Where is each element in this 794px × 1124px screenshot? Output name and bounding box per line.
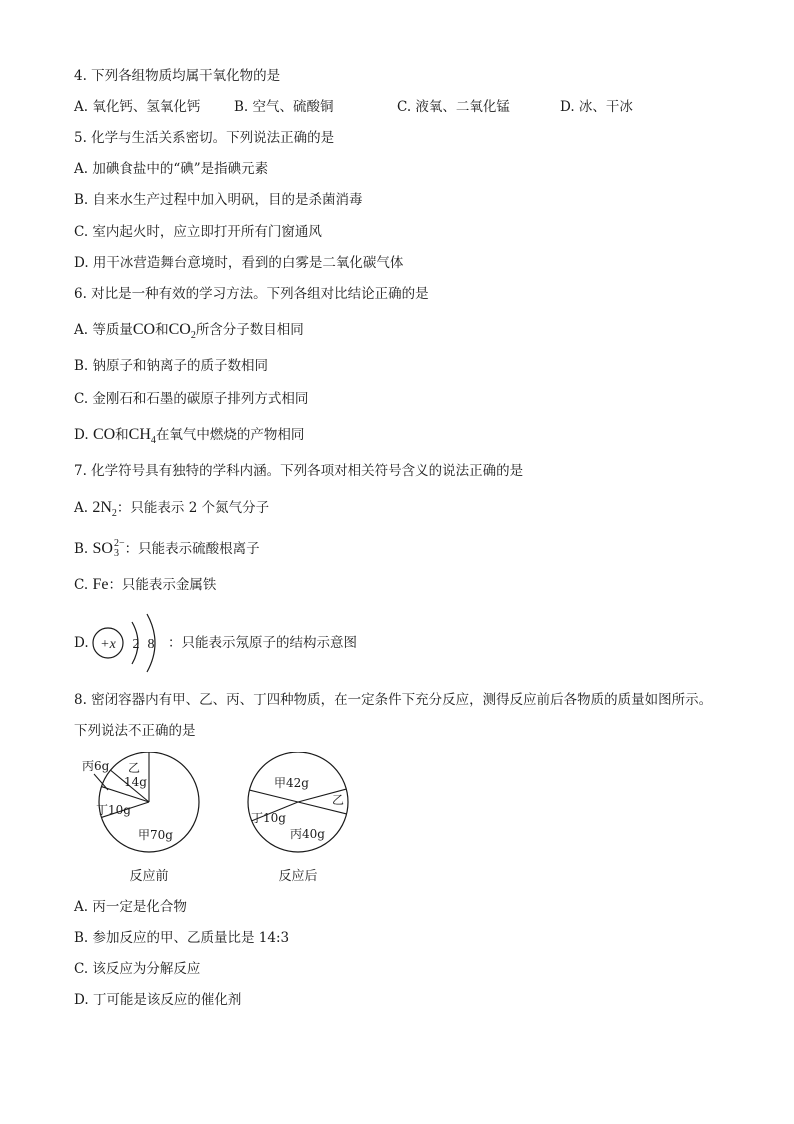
ch4-formula: $CH_4$ [128, 426, 156, 447]
q4-option-a: A. 氧化钙、氢氧化钙 [74, 99, 201, 115]
q8-option-c: C. 该反应为分解反应 [74, 961, 201, 977]
q6-option-a [74, 320, 304, 340]
so4-formula: SO 2− 3 [92, 538, 125, 560]
pie-before-label-bing: 丙6g [82, 759, 110, 773]
q4-option-b: B. 空气、硫酸铜 [234, 99, 334, 115]
co2-formula: $CO_2$ [168, 321, 196, 342]
pie-before-label-ding: 丁10g [96, 803, 131, 817]
q5-stem: 5. 化学与生活关系密切。下列说法正确的是 [74, 130, 335, 146]
q7-option-d-text: ：只能表示氖原子的结构示意图 [168, 635, 357, 651]
fe-formula: Fe [92, 576, 109, 593]
q6-d-prefix: D. [74, 427, 89, 443]
q4-option-d: D. 冰、干冰 [560, 99, 633, 115]
shell-2-electrons: 8 [147, 637, 155, 652]
q6-option-c: C. 金刚石和石墨的碳原子排列方式相同 [74, 391, 309, 407]
nucleus-charge: +x [100, 637, 116, 652]
q4-stem: 4. 下列各组物质均属干氧化物的是 [74, 68, 281, 84]
q8-stem-line2: 下列说法不正确的是 [74, 723, 196, 739]
q4-option-c: C. 液氧、二氧化锰 [397, 99, 510, 115]
slice-boundary-jia [249, 790, 298, 802]
pie-after-label-yi: 乙 [332, 793, 345, 807]
co-formula: CO [92, 426, 116, 443]
pie-after-label-bing: 丙40g [290, 827, 325, 841]
q6-d-and: 和 [115, 427, 129, 443]
q7-option-d-prefix: D. [74, 635, 89, 651]
q6-option-d [74, 425, 304, 445]
q6-a-suffix: 所含分子数目相同 [195, 322, 304, 338]
q6-d-suffix: 在氧气中燃烧的产物相同 [155, 427, 305, 443]
q8-stem-line1: 8. 密闭容器内有甲、乙、丙、丁四种物质，在一定条件下充分反应，测得反应前后各物质的质量如图所示。 [74, 692, 713, 708]
q8-option-b: B. 参加反应的甲、乙质量比是 14:3 [74, 930, 290, 946]
2n2-formula: $2N_2$ [92, 499, 117, 520]
q6-option-b: B. 钠原子和钠离子的质子数相同 [74, 358, 269, 374]
q7-stem: 7. 化学符号具有独特的学科内涵。下列各项对相关符号含义的说法正确的是 [74, 463, 524, 479]
q5-option-b: B. 自来水生产过程中加入明矾，目的是杀菌消毒 [74, 192, 363, 208]
pie-before-title: 反应前 [129, 869, 169, 884]
pie-after-title: 反应后 [278, 869, 318, 884]
q5-option-d: D. 用干冰营造舞台意境时，看到的白雾是二氧化碳气体 [74, 255, 404, 271]
atom-structure-diagram [90, 608, 180, 678]
q6-a-prefix: A. 等质量 [74, 322, 133, 338]
q5-option-c: C. 室内起火时，应立即打开所有门窗通风 [74, 224, 322, 240]
q7-option-a: A. $2N_2$：只能表示 2 个氮气分子 [74, 499, 270, 520]
q6-stem: 6. 对比是一种有效的学习方法。下列各组对比结论正确的是 [74, 286, 429, 302]
pie-after-label-jia: 甲42g [274, 776, 309, 790]
q8-option-d: D. 丁可能是该反应的催化剂 [74, 992, 242, 1008]
q5-option-a: A. 加碘食盐中的“碘”是指碘元素 [74, 161, 269, 177]
q6-a-and: 和 [155, 322, 169, 338]
pie-before-label-jia: 甲70g [138, 828, 173, 842]
shell-1-electrons: 2 [132, 637, 140, 652]
pie-before-label-yi-value: 14g [124, 775, 147, 789]
q8-option-a: A. 丙一定是化合物 [74, 899, 187, 915]
co-formula: CO [132, 321, 156, 338]
mass-pie-charts [68, 752, 368, 887]
pie-after-label-ding: 丁10g [251, 811, 286, 825]
q7-option-b: B. SO 2− 3 ：只能表示硫酸根离子 [74, 538, 260, 560]
q7-option-c: C. Fe：只能表示金属铁 [74, 576, 217, 593]
pie-before-label-yi-name: 乙 [128, 761, 141, 775]
